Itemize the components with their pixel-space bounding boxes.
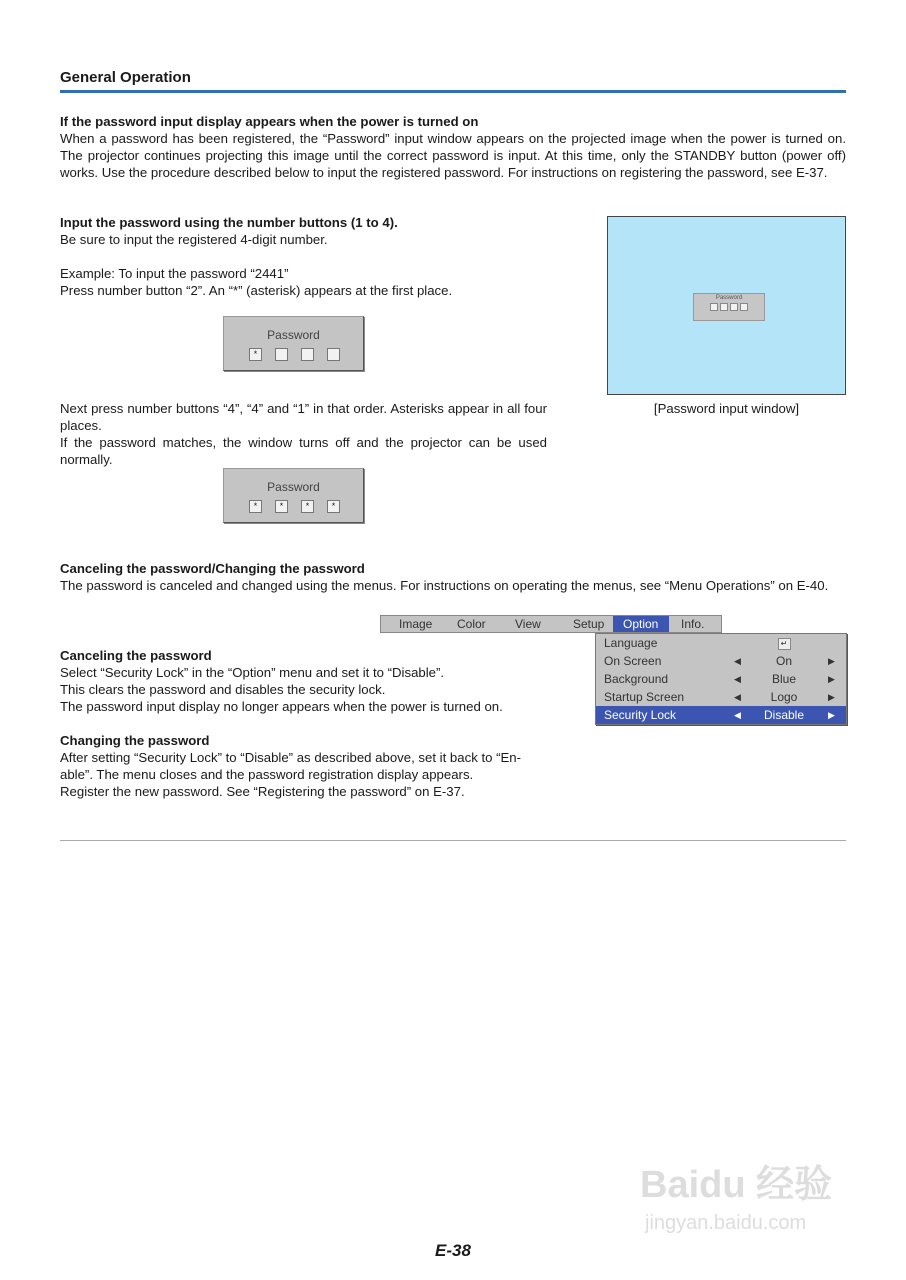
enter-icon: ↵ [778, 638, 791, 650]
header-rule [60, 90, 846, 93]
right-arrow-icon[interactable]: ▶ [828, 656, 835, 666]
text: Register the new password. See “Registering the password” on E-37. [60, 784, 465, 799]
row-value: Disable [763, 708, 805, 722]
menu-row-language[interactable] [596, 634, 846, 652]
password-box: * [249, 348, 262, 361]
password-box: * [301, 500, 314, 513]
menu-row-background[interactable] [596, 670, 846, 688]
left-arrow-icon[interactable]: ◀ [734, 656, 741, 666]
text: If the password matches, the window turns off and the projector can be used normally. [60, 435, 547, 467]
heading: Changing the password [60, 733, 210, 748]
separator [60, 840, 846, 841]
password-box: * [275, 500, 288, 513]
text: Example: To input the password “2441” [60, 266, 289, 281]
tab-setup[interactable]: Setup [573, 617, 605, 631]
password-dialog-filled [223, 468, 364, 523]
row-label: Security Lock [604, 708, 677, 722]
text: able”. The menu closes and the password registration display appears. [60, 767, 474, 782]
mini-password-dialog [693, 293, 765, 321]
heading: Canceling the password [60, 648, 212, 663]
option-menu [595, 633, 847, 725]
paragraph: The password is canceled and changed using the menus. For instructions on operating the menus, see “Menu Operations” on E-40. [60, 578, 829, 593]
text: Press number button “2”. An “*” (asterisk) appears at the first place. [60, 283, 453, 298]
row-label: Startup Screen [604, 690, 685, 704]
heading: Canceling the password/Changing the password [60, 561, 365, 576]
row-label: Language [604, 636, 658, 650]
right-arrow-icon[interactable]: ▶ [828, 692, 835, 702]
password-box [275, 348, 288, 361]
heading: Input the password using the number buttons (1 to 4). [60, 215, 398, 230]
tab-info[interactable]: Info. [681, 617, 705, 631]
page-number: E-38 [435, 1241, 471, 1260]
right-arrow-icon[interactable]: ▶ [828, 710, 835, 720]
row-value: Logo [770, 690, 798, 704]
text: Next press number buttons “4”, “4” and “1” in that order. Asterisks appear in all four places. [60, 401, 547, 433]
row-label: Background [604, 672, 669, 686]
left-arrow-icon[interactable]: ◀ [734, 710, 741, 720]
menu-row-security-lock[interactable] [596, 706, 846, 724]
tab-color[interactable]: Color [457, 617, 486, 631]
row-value: On [775, 654, 792, 668]
text: Be sure to input the registered 4-digit number. [60, 232, 328, 247]
tab-image[interactable]: Image [399, 617, 433, 631]
projected-screen-figure [607, 216, 846, 395]
password-box [301, 348, 314, 361]
dialog-title: Password [267, 480, 320, 494]
menu-row-on-screen[interactable] [596, 652, 846, 670]
password-box: * [249, 500, 262, 513]
password-box: * [327, 500, 340, 513]
baidu-watermark-url: jingyan.baidu.com [645, 1212, 807, 1234]
menu-row-startup-screen[interactable] [596, 688, 846, 706]
row-value: Blue [771, 672, 797, 686]
mini-dialog-title: Password [715, 295, 743, 301]
text: Select “Security Lock” in the “Option” menu and set it to “Disable”. [60, 665, 445, 680]
paragraph: When a password has been registered, the “Password” input window appears on the projected image when the power is turned on. The projector continues projecting this image until the correct password is input. At this time, only the STANDBY button (power off) works. Use the procedure described below to input the registered password. For instructions on registering the password, see E-37. [60, 131, 846, 180]
section-header: General Operation [60, 69, 191, 86]
menu-tab-bar [380, 615, 722, 633]
tab-option[interactable]: Option [613, 616, 669, 632]
password-dialog-one [223, 316, 364, 371]
figure-caption: [Password input window] [653, 401, 800, 416]
heading: If the password input display appears when the power is turned on [60, 114, 479, 129]
text: The password input display no longer appears when the power is turned on. [60, 699, 503, 714]
left-arrow-icon[interactable]: ◀ [734, 674, 741, 684]
baidu-watermark-logo: Baidu 经验 [640, 1164, 833, 1206]
dialog-title: Password [267, 328, 320, 342]
text: This clears the password and disables the security lock. [60, 682, 386, 697]
row-label: On Screen [604, 654, 662, 668]
left-arrow-icon[interactable]: ◀ [734, 692, 741, 702]
password-box [327, 348, 340, 361]
tab-view[interactable]: View [515, 617, 541, 631]
text: After setting “Security Lock” to “Disable” as described above, set it back to “En- [60, 750, 522, 765]
right-arrow-icon[interactable]: ▶ [828, 674, 835, 684]
